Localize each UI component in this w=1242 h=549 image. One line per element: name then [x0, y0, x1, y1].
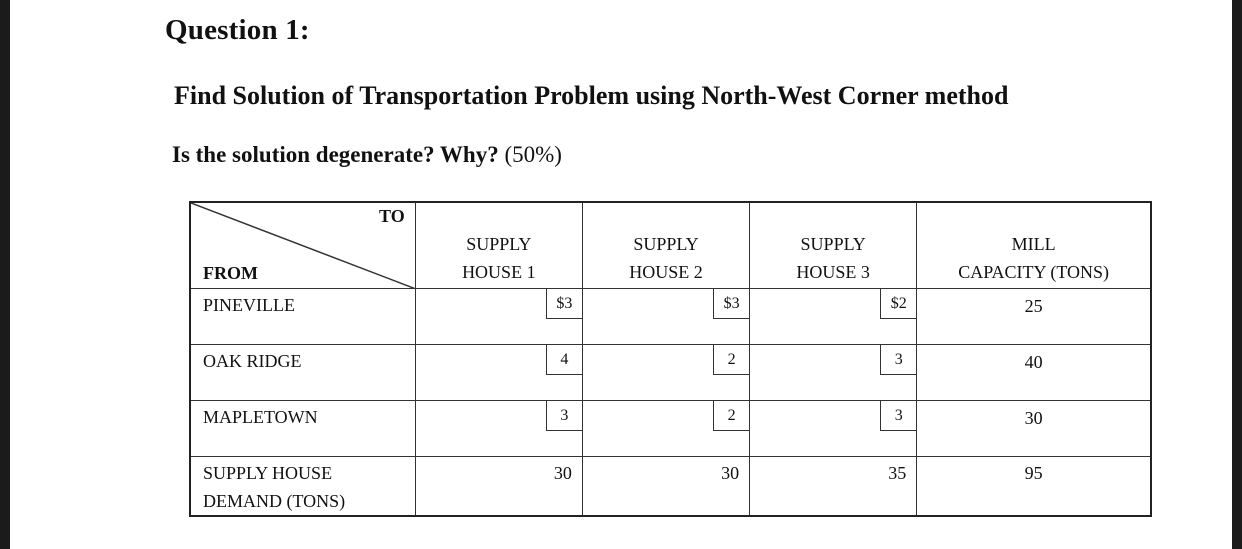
table-row [190, 288, 1151, 344]
row-label: MAPLETOWN [190, 400, 415, 456]
allocation-cell [582, 344, 749, 400]
header-supply-house-1 [415, 202, 582, 288]
corner-from-label: FROM [203, 262, 258, 283]
allocation-cell [582, 288, 749, 344]
allocation-cell [415, 400, 582, 456]
demand-label [190, 456, 415, 516]
header-line: CAPACITY (TONS) [958, 261, 1110, 282]
subquestion-weight: (50%) [504, 142, 562, 167]
demand-value: 35 [750, 456, 917, 516]
header-line: MILL [1011, 233, 1056, 254]
left-frame-edge [0, 0, 10, 549]
header-line: SUPPLY [633, 233, 699, 254]
table-row [190, 400, 1151, 456]
allocation-cell [582, 400, 749, 456]
right-frame-edge [1232, 0, 1242, 549]
cost-box: 2 [713, 345, 749, 375]
row-label: OAK RIDGE [190, 344, 415, 400]
allocation-cell [750, 288, 917, 344]
demand-total: 95 [917, 456, 1151, 516]
demand-row [190, 456, 1151, 516]
allocation-cell [415, 344, 582, 400]
cost-box: 4 [546, 345, 582, 375]
capacity-value: 30 [917, 400, 1151, 456]
table-row [190, 344, 1151, 400]
capacity-value: 40 [917, 344, 1151, 400]
table-header-row [190, 202, 1151, 288]
cost-box: $3 [546, 289, 582, 319]
demand-value: 30 [415, 456, 582, 516]
header-line: SUPPLY [466, 233, 532, 254]
header-supply-house-2 [582, 202, 749, 288]
question-subquestion [172, 142, 562, 168]
cost-box: $2 [880, 289, 916, 319]
subquestion-text: Is the solution degenerate? Why? [172, 142, 499, 167]
corner-to-label: TO [379, 206, 405, 226]
header-line: SUPPLY [800, 233, 866, 254]
demand-label-line: SUPPLY HOUSE [203, 462, 333, 483]
cost-box: 3 [546, 401, 582, 431]
cost-box: 3 [880, 345, 916, 375]
allocation-cell [415, 288, 582, 344]
header-mill-capacity [917, 202, 1151, 288]
cost-box: $3 [713, 289, 749, 319]
row-label: PINEVILLE [190, 288, 415, 344]
header-line: HOUSE 3 [796, 261, 870, 282]
capacity-value: 25 [917, 288, 1151, 344]
allocation-cell [750, 400, 917, 456]
cost-box: 2 [713, 401, 749, 431]
corner-cell [190, 202, 415, 288]
transportation-table [189, 201, 1152, 517]
header-line: HOUSE 1 [462, 261, 536, 282]
allocation-cell [750, 344, 917, 400]
header-supply-house-3 [750, 202, 917, 288]
demand-label-line: DEMAND (TONS) [203, 490, 346, 511]
cost-box: 3 [880, 401, 916, 431]
question-title: Question 1: [165, 14, 310, 46]
header-line: HOUSE 2 [629, 261, 703, 282]
demand-value: 30 [582, 456, 749, 516]
question-instruction: Find Solution of Transportation Problem using North-West Corner method [174, 81, 1009, 110]
